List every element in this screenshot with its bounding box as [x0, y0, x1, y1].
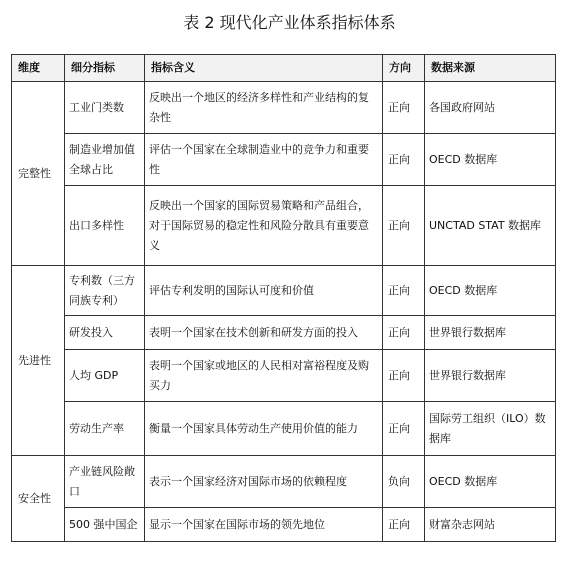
- meaning-cell: 表示一个国家经济对国际市场的依赖程度: [145, 456, 383, 508]
- dimension-cell: 完整性: [12, 82, 65, 266]
- table-row: [12, 508, 556, 542]
- direction-cell: 正向: [383, 316, 425, 350]
- meaning-cell: 评估专利发明的国际认可度和价值: [145, 266, 383, 316]
- header-row: [12, 55, 556, 82]
- direction-cell: 正向: [383, 350, 425, 402]
- direction-cell: 正向: [383, 82, 425, 134]
- source-cell: 世界银行数据库: [425, 316, 556, 350]
- table-row: [12, 266, 556, 316]
- source-cell: 世界银行数据库: [425, 350, 556, 402]
- table-row: [12, 402, 556, 456]
- meaning-cell: 评估一个国家在全球制造业中的竞争力和重要性: [145, 134, 383, 186]
- indicator-cell: 500 强中国企: [65, 508, 145, 542]
- table-row: [12, 134, 556, 186]
- source-cell: OECD 数据库: [425, 266, 556, 316]
- table-caption: 表 2 现代化产业体系指标体系: [183, 13, 396, 32]
- source-cell: 财富杂志网站: [425, 508, 556, 542]
- source-cell: 国际劳工组织（ILO）数据库: [425, 402, 556, 456]
- meaning-cell: 表明一个国家或地区的人民相对富裕程度及购买力: [145, 350, 383, 402]
- indicator-cell: 专利数（三方同族专利）: [65, 266, 145, 316]
- meaning-cell: 反映出一个地区的经济多样性和产业结构的复杂性: [145, 82, 383, 134]
- header-meaning: 指标含义: [145, 55, 383, 82]
- table-row: [12, 82, 556, 134]
- header-dimension: 维度: [12, 55, 65, 82]
- meaning-cell: 显示一个国家在国际市场的领先地位: [145, 508, 383, 542]
- direction-cell: 正向: [383, 402, 425, 456]
- table-row: [12, 456, 556, 508]
- indicator-cell: 产业链风险敞口: [65, 456, 145, 508]
- meaning-cell: 反映出一个国家的国际贸易策略和产品组合，对于国际贸易的稳定性和风险分散具有重要意义: [145, 186, 383, 266]
- header-direction: 方向: [383, 55, 425, 82]
- source-cell: OECD 数据库: [425, 134, 556, 186]
- dimension-cell: 先进性: [12, 266, 65, 456]
- indicator-cell: 制造业增加值全球占比: [65, 134, 145, 186]
- table-row: [12, 316, 556, 350]
- table-row: [12, 186, 556, 266]
- direction-cell: 正向: [383, 266, 425, 316]
- source-cell: UNCTAD STAT 数据库: [425, 186, 556, 266]
- indicator-cell: 出口多样性: [65, 186, 145, 266]
- indicator-cell: 人均 GDP: [65, 350, 145, 402]
- dimension-cell: 安全性: [12, 456, 65, 542]
- source-cell: 各国政府网站: [425, 82, 556, 134]
- indicator-table: [11, 54, 556, 542]
- source-cell: OECD 数据库: [425, 456, 556, 508]
- direction-cell: 正向: [383, 134, 425, 186]
- header-indicator: 细分指标: [65, 55, 145, 82]
- direction-cell: 正向: [383, 508, 425, 542]
- meaning-cell: 表明一个国家在技术创新和研发方面的投入: [145, 316, 383, 350]
- table-row: [12, 350, 556, 402]
- indicator-cell: 劳动生产率: [65, 402, 145, 456]
- direction-cell: 正向: [383, 186, 425, 266]
- indicator-cell: 工业门类数: [65, 82, 145, 134]
- header-source: 数据来源: [425, 55, 556, 82]
- meaning-cell: 衡量一个国家具体劳动生产使用价值的能力: [145, 402, 383, 456]
- indicator-cell: 研发投入: [65, 316, 145, 350]
- direction-cell: 负向: [383, 456, 425, 508]
